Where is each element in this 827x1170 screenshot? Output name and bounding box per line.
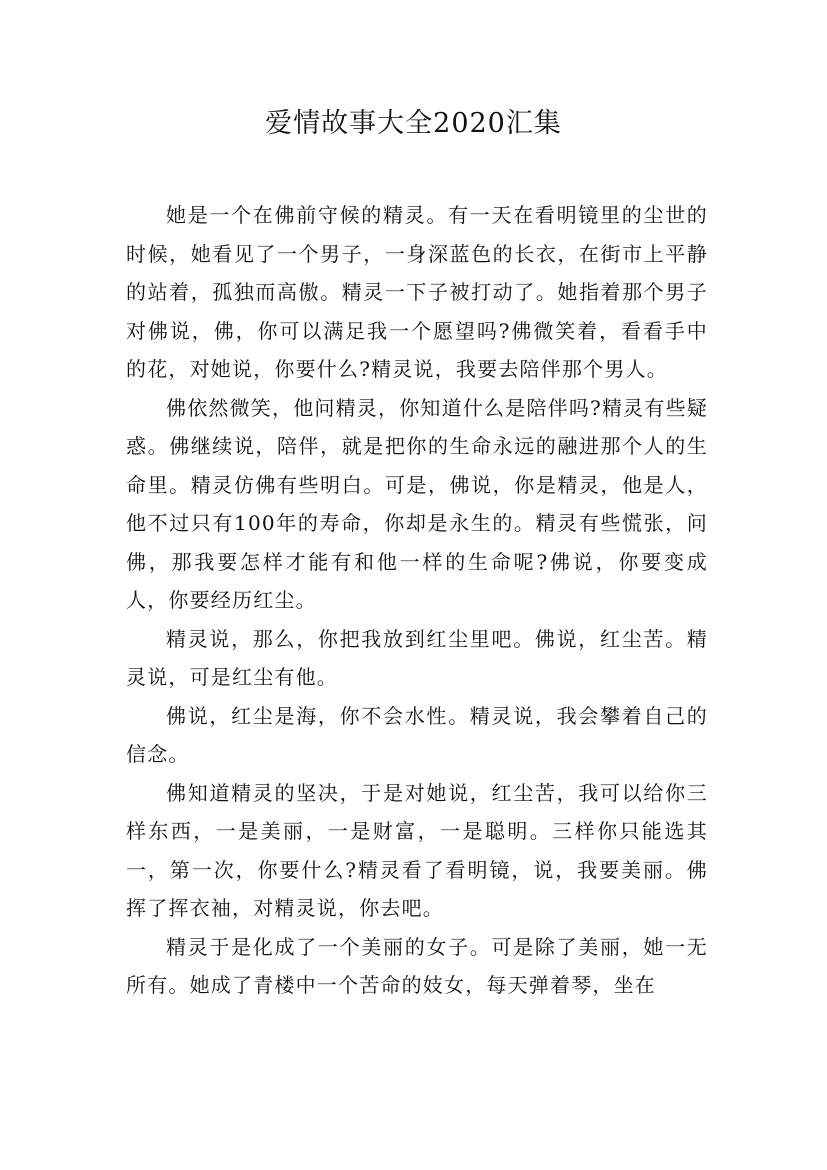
document-title: 爱情故事大全2020汇集 [265,108,562,139]
paragraph: 精灵说，那么，你把我放到红尘里吧。佛说，红尘苦。精灵说，可是红尘有他。 [126,626,708,689]
document-body [126,196,708,1005]
paragraph: 她是一个在佛前守候的精灵。有一天在看明镜里的尘世的时候，她看见了一个男子，一身深蓝色的长衣，在街市上平静的站着，孤独而高傲。精灵一下子被打动了。她指着那个男子对佛说，佛，你可以满足我一个愿望吗?佛微笑着，看看手中的花，对她说，你要什么?精灵说，我要去陪伴那个男人。 [126,203,708,381]
paragraph: 佛依然微笑，他问精灵，你知道什么是陪伴吗?精灵有些疑惑。佛继续说，陪伴，就是把你的生命永远的融进那个人的生命里。精灵仿佛有些明白。可是，佛说，你是精灵，他是人，他不过只有100年的寿命，你却是永生的。精灵有些慌张，问佛，那我要怎样才能有和他一样的生命呢?佛说，你要变成人，你要经历红尘。 [126,395,708,612]
paragraph: 精灵于是化成了一个美丽的女子。可是除了美丽，她一无所有。她成了青楼中一个苦命的妓女，每天弹着琴，坐在 [126,934,708,997]
paragraph: 佛知道精灵的坚决，于是对她说，红尘苦，我可以给你三样东西，一是美丽，一是财富，一是聪明。三样你只能选其一，第一次，你要什么?精灵看了看明镜，说，我要美丽。佛挥了挥衣袖，对精灵说，你去吧。 [126,780,708,920]
paragraph: 佛说，红尘是海，你不会水性。精灵说，我会攀着自己的信念。 [126,703,708,766]
